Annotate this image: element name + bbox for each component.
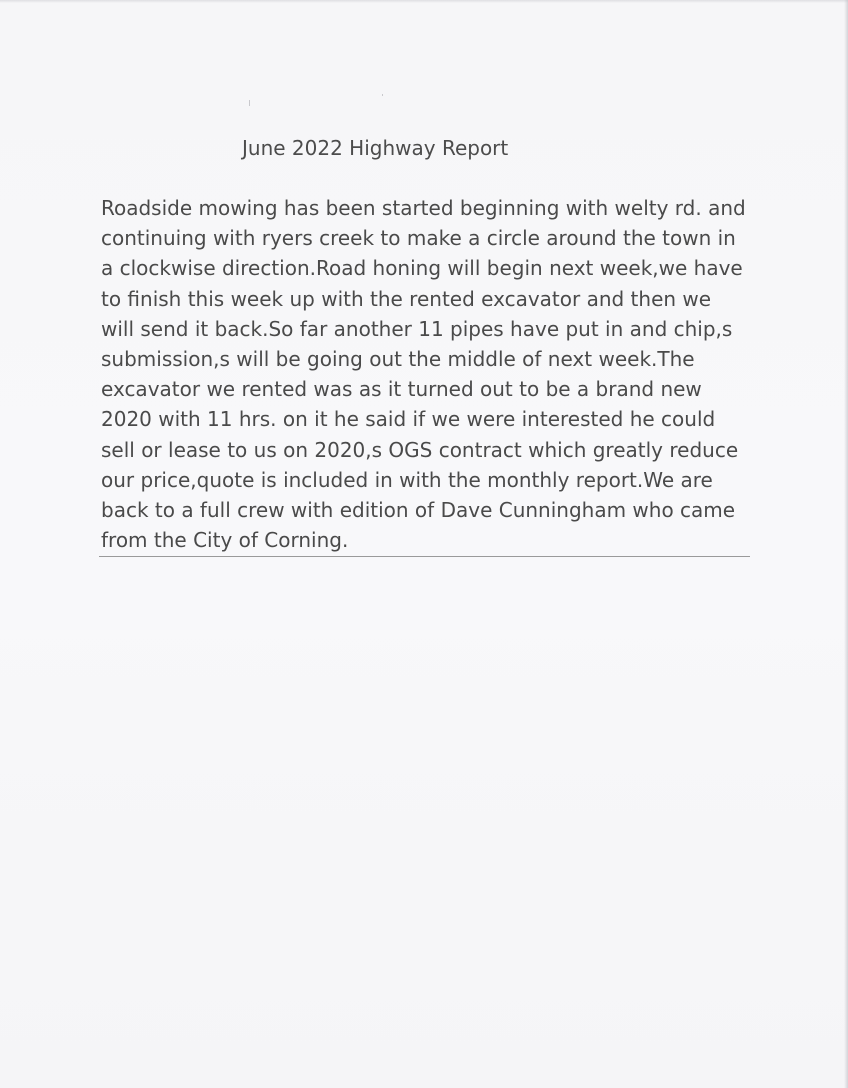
body-line: will send it back.So far another 11 pipes have put in and chip,s bbox=[101, 316, 733, 341]
scan-speck bbox=[249, 100, 250, 106]
body-line: to finish this week up with the rented excavator and then we bbox=[101, 286, 712, 311]
body-line: our price,quote is included in with the monthly report.We are bbox=[101, 467, 713, 492]
body-line: Roadside mowing has been started beginning with welty rd. and bbox=[101, 196, 746, 220]
report-body bbox=[101, 193, 751, 555]
scan-edge-right bbox=[844, 0, 848, 1088]
body-line: 2020 with 11 hrs. on it he said if we were interested he could bbox=[101, 407, 716, 432]
body-line: continuing with ryers creek to make a circle around the town in bbox=[101, 226, 736, 251]
body-line: a clockwise direction.Road honing will begin next week,we have bbox=[101, 256, 743, 281]
body-line: from the City of Corning. bbox=[101, 528, 349, 553]
underline-rule bbox=[99, 556, 750, 557]
body-line: back to a full crew with edition of Dave Cunningham who came bbox=[101, 497, 736, 522]
report-title: June 2022 Highway Report bbox=[242, 136, 509, 160]
scan-speck bbox=[382, 94, 383, 96]
body-line: excavator we rented was as it turned out to be a brand new bbox=[101, 377, 702, 402]
scan-edge-top bbox=[0, 0, 848, 3]
body-line: sell or lease to us on 2020,s OGS contract which greatly reduce bbox=[101, 437, 739, 462]
body-line: submission,s will be going out the middle of next week.The bbox=[101, 346, 695, 371]
